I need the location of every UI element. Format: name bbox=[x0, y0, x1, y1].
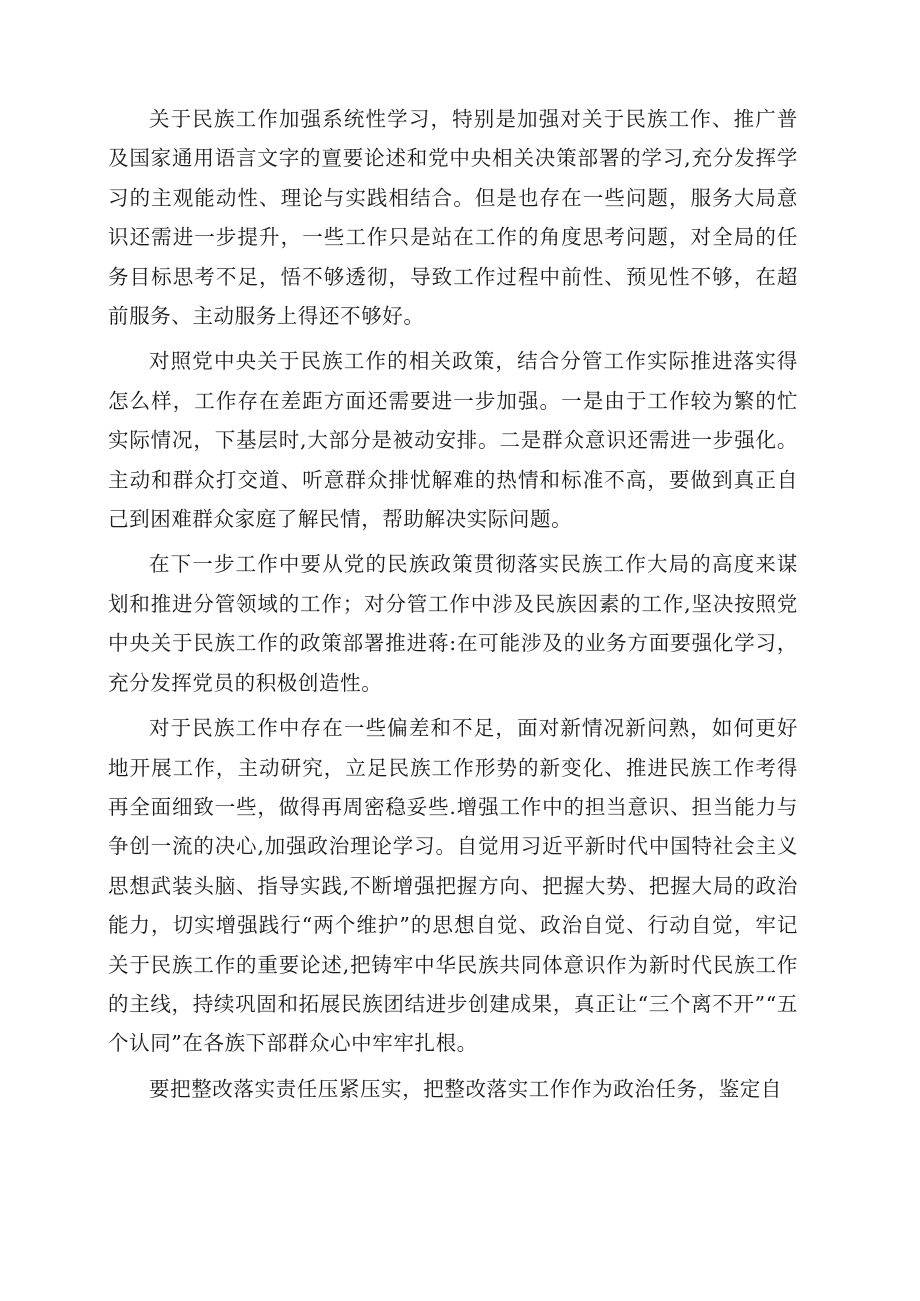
paragraph-5: 要把整改落实责任压紧压实，把整改落实工作作为政治任务，鉴定自 bbox=[149, 1076, 782, 1101]
paragraph-1: 关于民族工作加强系统性学习，特别是加强对关于民族工作、推广普及国家通用语言文字的亶要论述和党中央相关决策部署的学习,充分发挥学习的主观能动性、理论与实践相结合。但是也存在一些问题，服务大局意识还需进一步提升，一些工作只是站在工作的角度思考问题，对全局的任务目标思考不足，悟不够透彻，导致工作过程中前性、预见性不够，在超前服务、主动服务上得还不够好。 bbox=[108, 107, 798, 329]
paragraph-3: 在下一步工作中要从党的民族政策贯彻落实民族工作大局的高度来谋划和推进分管领域的工作；对分管工作中涉及民族因素的工作,坚决按照党中央关于民族工作的政策部署推进蒋:在可能涉及的业务方面要强化学习，充分发挥党员的积极创造性。 bbox=[108, 552, 798, 695]
document-body bbox=[108, 100, 798, 1115]
paragraph-2: 对照党中央关于民族工作的相关政策，结合分管工作实际推进落实得怎么样，工作存在差距方面还需要进一步加强。一是由于工作较为繁的忙实际情况，下基层时,大部分是被动安排。二是群众意识还需进一步强化。主动和群众打交道、听意群众排忧解难的热情和标准不高，要做到真正自己到困难群众家庭了解民情，帮助解决实际问题。 bbox=[108, 349, 798, 532]
paragraph-4: 对于民族工作中存在一些偏差和不足，面对新情况新问熟，如何更好地开展工作，主动研究，立足民族工作形势的新变化、推进民族工作考得再全面细致一些，做得再周密稳妥些.增强工作中的担当意识、担当能力与争创一流的决心,加强政治理论学习。自觉用习近平新时代中国特社会主义思想武装头脑、指导实践,不断增强把握方向、把握大势、把握大局的政治能力，切实增强践行“两个维护”的思想自觉、政治自觉、行动自觉，牢记关于民族工作的重要论述,把铸牢中华民族共同体意识作为新时代民族工作的主线，持续巩固和拓展民族团结进步创建成果，真正让“三个离不开”“五个认同”在各族下部群众心中牢牢扎根。 bbox=[108, 716, 798, 1056]
